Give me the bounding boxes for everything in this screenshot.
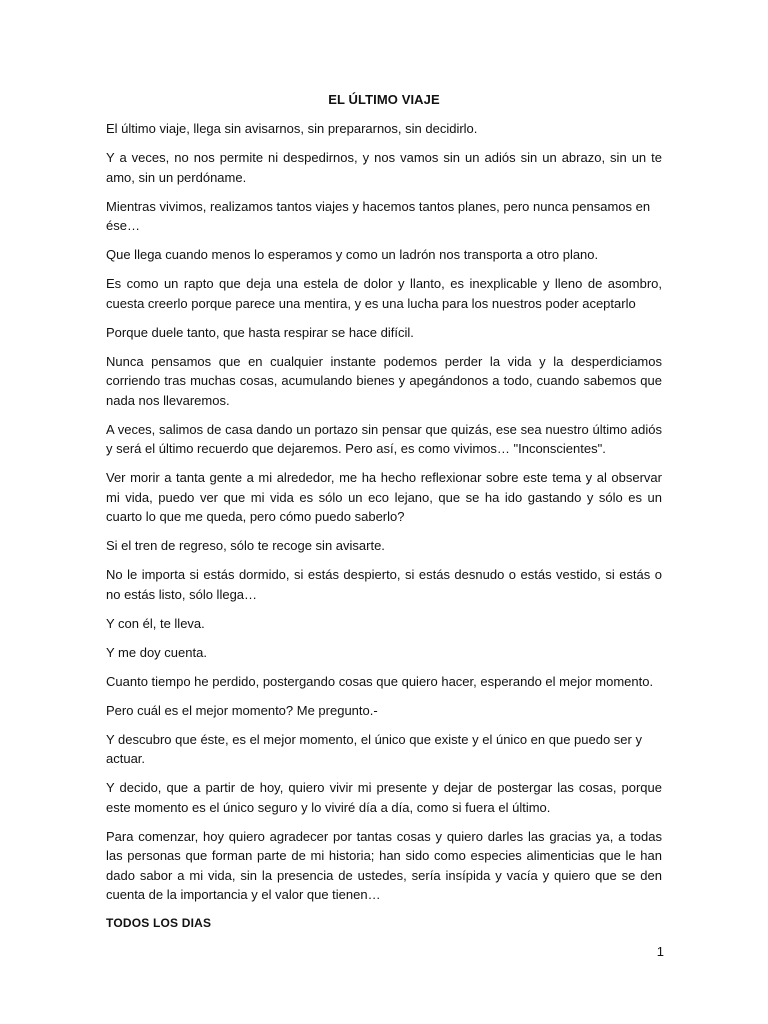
closing-line: TODOS LOS DIAS: [106, 916, 212, 930]
paragraph-2: Y a veces, no nos permite ni despedirnos, y nos vamos sin un adiós sin un abrazo, sin un te amo, sin un perdóname.: [106, 150, 662, 185]
paragraph-13: Y me doy cuenta.: [106, 644, 207, 660]
paragraph-10: Si el tren de regreso, sólo te recoge sin avisarte.: [106, 538, 385, 553]
document-title: EL ÚLTIMO VIAJE: [328, 92, 440, 107]
paragraph-8: A veces, salimos de casa dando un portazo sin pensar que quizás, ese sea nuestro último adiós y será el último recuerdo que dejaremos. Pero así, es como vivimos… "Inconscientes".: [106, 421, 662, 456]
paragraph-1: El último viaje, llega sin avisarnos, sin prepararnos, sin decidirlo.: [106, 121, 478, 136]
paragraph-16: Y descubro que éste, es el mejor momento, el único que existe y el único en que puedo ser y actuar.: [106, 731, 642, 766]
paragraph-7: Nunca pensamos que en cualquier instante podemos perder la vida y la desperdiciamos corriendo tras muchas cosas, acumulando bienes y apegándonos a todo, cuando sabemos que nada nos llevaremos.: [106, 353, 662, 408]
paragraph-6: Porque duele tanto, que hasta respirar se hace difícil.: [106, 324, 414, 340]
paragraph-3: Mientras vivimos, realizamos tantos viajes y hacemos tantos planes, pero nunca pensamos en ése…: [106, 198, 651, 233]
paragraph-14: Cuanto tiempo he perdido, postergando cosas que quiero hacer, esperando el mejor momento.: [106, 673, 654, 689]
page-number: 1: [656, 944, 664, 959]
paragraph-18: Para comenzar, hoy quiero agradecer por tantas cosas y quiero darles las gracias ya, a todas las personas que forman parte de mi historia; han sido como especies alimenticias que le han dado sabor a mi vida, sin la presencia de ustedes, sería insípida y vacía y quiero que se den cuenta de la importancia y el valor que tienen…: [106, 828, 662, 902]
paragraph-12: Y con él, te lleva.: [106, 615, 205, 631]
paragraph-15: Pero cuál es el mejor momento? Me pregunto.-: [106, 702, 378, 718]
paragraph-5: Es como un rapto que deja una estela de dolor y llanto, es inexplicable y lleno de asombro, cuesta creerlo porque parece una mentira, y es una lucha para los nuestros poder aceptarlo: [106, 276, 662, 311]
paragraph-11: No le importa si estás dormido, si estás despierto, si estás desnudo o estás vestido, si estás o no estás listo, sólo llega…: [106, 567, 662, 602]
paragraph-9: Ver morir a tanta gente a mi alrededor, me ha hecho reflexionar sobre este tema y al observar mi vida, puedo ver que mi vida es sólo un eco lejano, que se ha ido gastando y sólo es un cuarto lo que me queda, pero cómo puedo saberlo?: [106, 470, 662, 524]
document-body: [106, 119, 662, 943]
paragraph-17: Y decido, que a partir de hoy, quiero vivir mi presente y dejar de postergar las cosas, porque este momento es el único seguro y lo viviré día a día, como si fuera el último.: [106, 780, 662, 815]
paragraph-4: Que llega cuando menos lo esperamos y como un ladrón nos transporta a otro plano.: [106, 247, 599, 262]
